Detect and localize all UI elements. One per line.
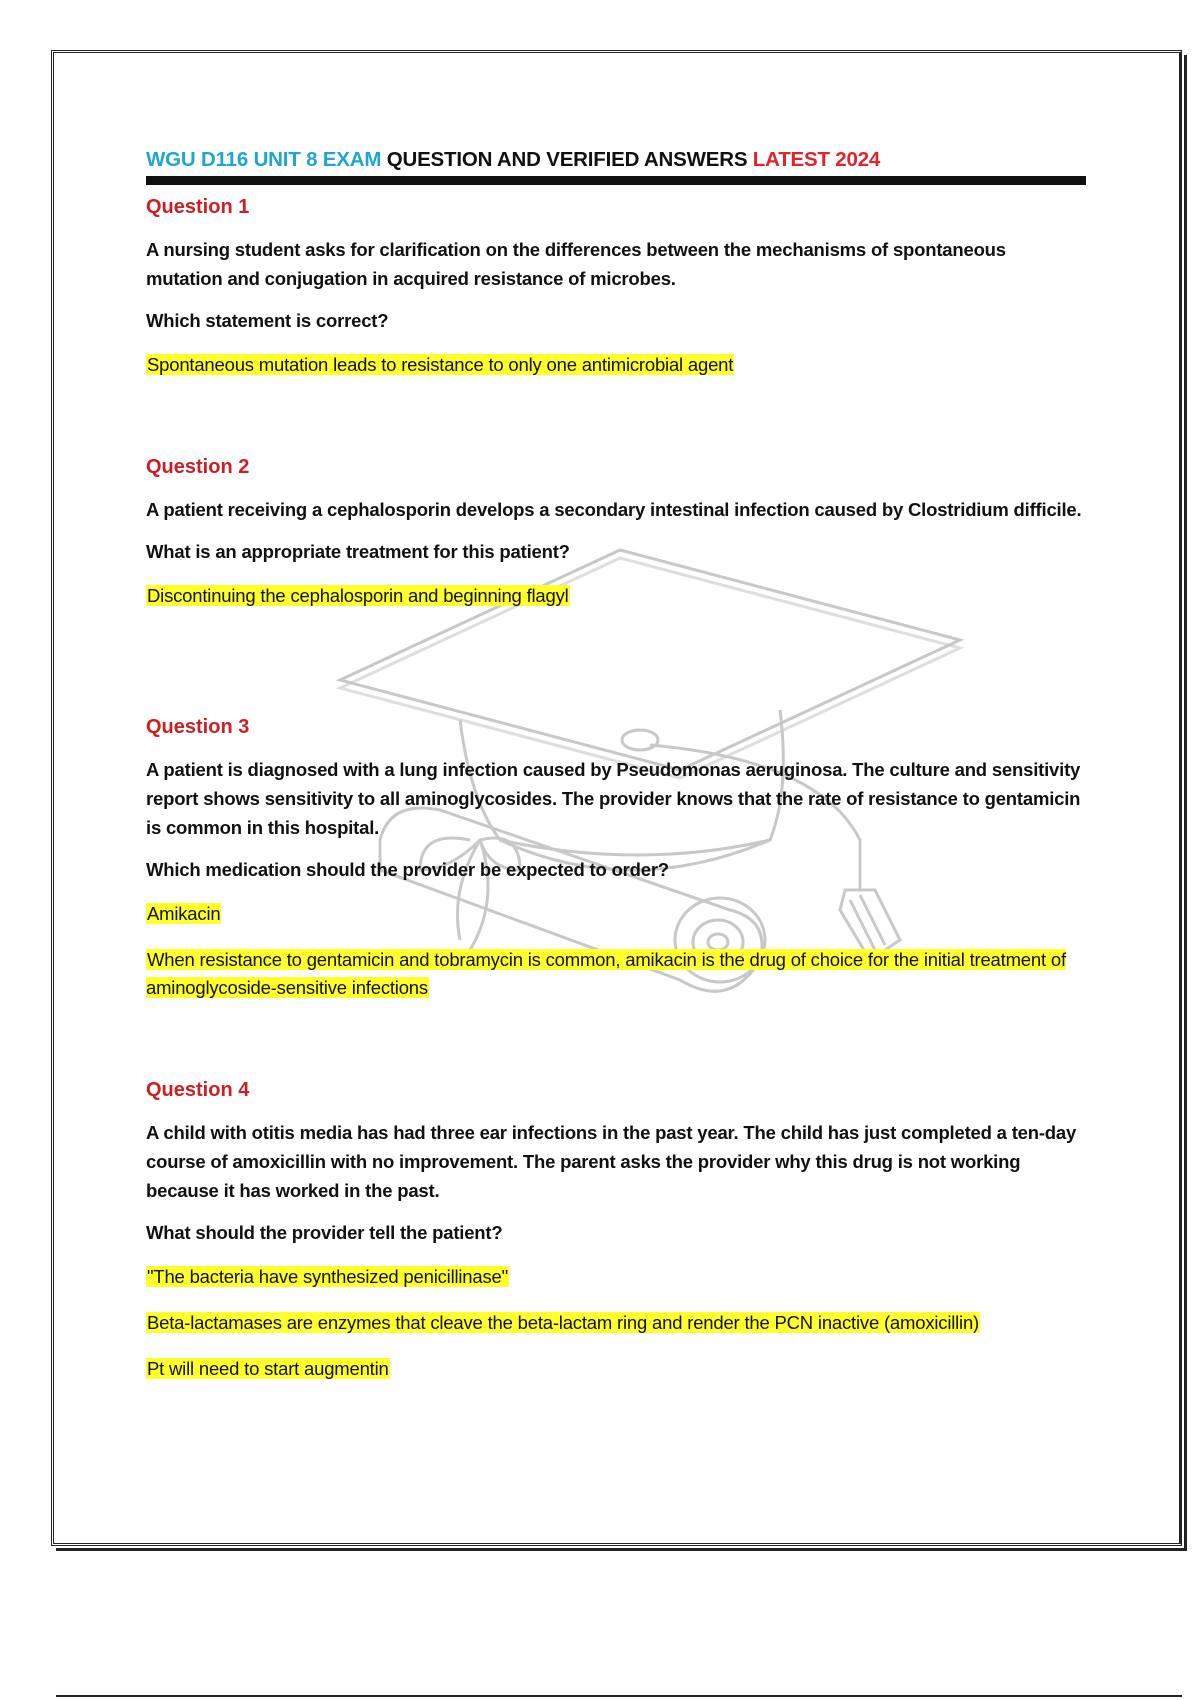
document-title [146,146,1086,174]
question-text: A patient is diagnosed with a lung infection caused by Pseudomonas aeruginosa. The culture and sensitivity report shows sensitivity to all aminoglycosides. The provider knows that the rate of resistance to gentamicin is common in this hospital. [146,759,1081,838]
question-block-3 [146,713,1086,1020]
answer-highlight [146,1263,1086,1291]
question-prompt: What is an appropriate treatment for this patient? [146,541,570,562]
question-heading: Question 4 [146,1079,250,1101]
question-block-1 [146,193,1086,397]
question-text: A child with otitis media has had three ear infections in the past year. The child has just completed a ten-day course of amoxicillin with no improvement. The parent asks the provider why this drug is not working because it has worked in the past. [146,1122,1077,1201]
question-heading: Question 2 [146,456,250,478]
title-exam-name: WGU D116 UNIT 8 EXAM [146,148,382,171]
answer-explanation: Beta-lactamases are enzymes that cleave the beta-lactam ring and render the PCN inactive (amoxicillin) [147,1312,980,1333]
answer-text: Amikacin [147,903,221,924]
question-prompt: What should the provider tell the patient? [146,1222,503,1243]
question-heading: Question 3 [146,716,250,738]
answer-highlight [146,900,1086,928]
answer-text: "The bacteria have synthesized penicillinase" [147,1266,508,1287]
next-page-edge [56,1695,1182,1697]
question-text: A patient receiving a cephalosporin develops a secondary intestinal infection caused by Clostridium difficile. [146,499,1082,520]
title-description: QUESTION AND VERIFIED ANSWERS [386,148,748,171]
answer-explanation: When resistance to gentamicin and tobramycin is common, amikacin is the drug of choice for the initial treatment of aminoglycoside-sensitive infections [146,949,1066,998]
answer-note: Pt will need to start augmentin [147,1358,389,1379]
title-divider [146,176,1086,185]
document-header [146,146,1086,185]
question-text: A nursing student asks for clarification on the differences between the mechanisms of spontaneous mutation and conjugation in acquired resistance of microbes. [146,239,1006,289]
answer-highlight [146,946,1086,1002]
answer-text: Discontinuing the cephalosporin and beginning flagyl [147,585,569,606]
question-heading: Question 1 [146,196,250,218]
question-block-2 [146,453,1086,628]
question-prompt: Which medication should the provider be expected to order? [146,859,669,880]
title-year: LATEST 2024 [752,148,881,171]
question-prompt: Which statement is correct? [146,310,389,331]
answer-text: Spontaneous mutation leads to resistance to only one antimicrobial agent [147,354,734,375]
answer-highlight [146,1355,1086,1383]
answer-highlight [146,1309,1086,1337]
answer-highlight [146,351,1086,379]
question-block-4 [146,1076,1086,1401]
answer-highlight [146,582,1086,610]
